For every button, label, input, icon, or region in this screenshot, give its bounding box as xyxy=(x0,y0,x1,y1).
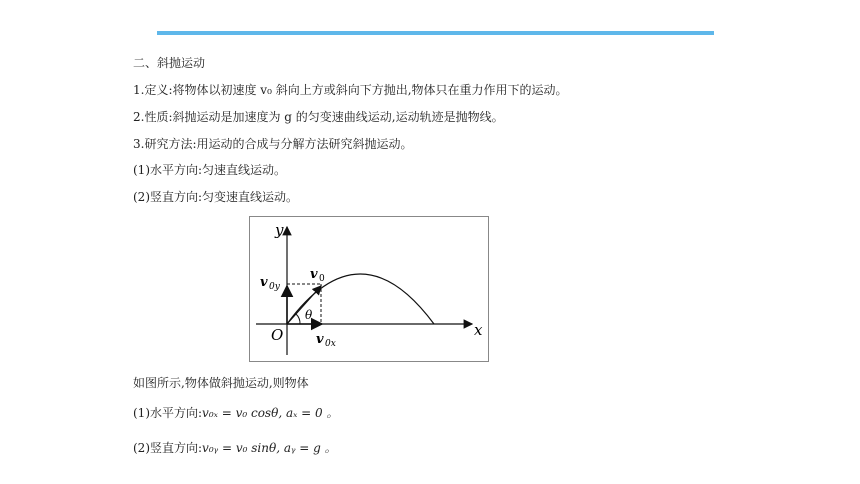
vertical-motion-text: (2)竖直方向:匀变速直线运动。 xyxy=(133,190,299,204)
v0y-label xyxy=(260,275,281,292)
y-axis-label: y xyxy=(275,221,284,239)
theta-label: θ xyxy=(305,308,313,322)
svg-text:v: v xyxy=(260,275,268,290)
top-accent-bar xyxy=(157,31,714,35)
svg-text:v: v xyxy=(316,332,324,347)
svg-text:0y: 0y xyxy=(269,282,280,292)
svg-text:v: v xyxy=(310,267,318,282)
vertical-formula-body: v₀ᵧ = v₀ sinθ, aᵧ = g 。 xyxy=(202,441,337,455)
method-text: 3.研究方法:用运动的合成与分解方法研究斜抛运动。 xyxy=(133,137,413,151)
horizontal-formula-body: v₀ₓ = v₀ cosθ, aₓ = 0 。 xyxy=(202,406,339,420)
v0-vector xyxy=(287,286,321,324)
projectile-diagram-svg xyxy=(250,217,488,361)
svg-text:0: 0 xyxy=(319,274,325,284)
section-heading: 二、斜抛运动 xyxy=(133,56,206,70)
horizontal-formula-prefix: (1)水平方向: xyxy=(133,406,203,420)
figure-description: 如图所示,物体做斜抛运动,则物体 xyxy=(133,376,309,390)
horizontal-motion-text: (1)水平方向:匀速直线运动。 xyxy=(133,163,287,177)
projectile-diagram xyxy=(249,216,489,362)
vertical-formula-prefix: (2)竖直方向: xyxy=(133,441,203,455)
definition-text: 1.定义:将物体以初速度 v₀ 斜向上方或斜向下方抛出,物体只在重力作用下的运动。 xyxy=(133,83,568,97)
theta-arc xyxy=(296,314,300,324)
origin-label: O xyxy=(271,326,284,344)
v0x-label xyxy=(316,332,336,349)
property-text: 2.性质:斜抛运动是加速度为 g 的匀变速曲线运动,运动轨迹是抛物线。 xyxy=(133,110,504,124)
horizontal-formula xyxy=(133,405,339,421)
x-axis-label: x xyxy=(474,321,483,339)
vertical-formula xyxy=(133,440,337,456)
svg-text:0x: 0x xyxy=(325,339,336,349)
v0-label xyxy=(310,267,325,284)
